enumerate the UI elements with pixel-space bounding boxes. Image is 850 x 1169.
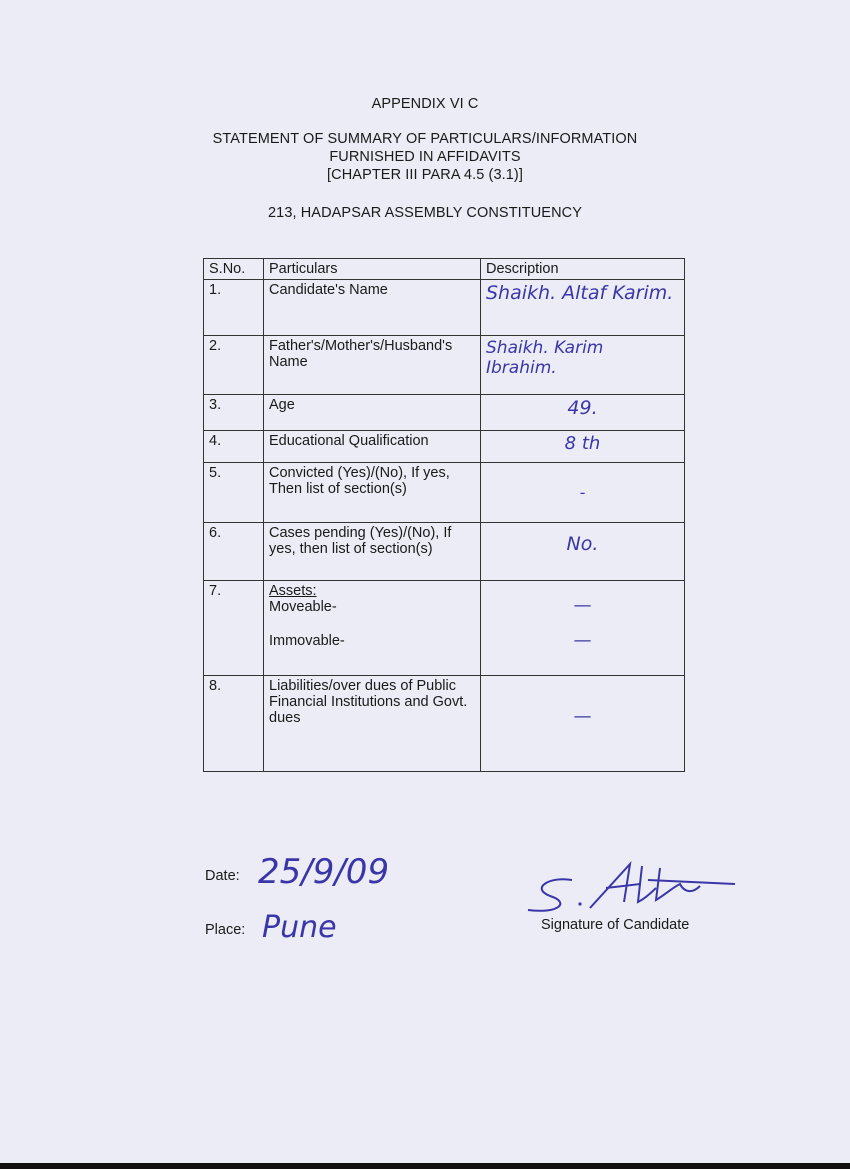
- row-particulars: Cases pending (Yes)/(No), If yes, then list of section(s): [264, 523, 481, 581]
- row-particulars: Educational Qualification: [264, 431, 481, 463]
- row-sno: 3.: [204, 395, 264, 431]
- row-sno: 2.: [204, 336, 264, 395]
- handwritten-cases-pending: No.: [566, 533, 599, 555]
- handwritten-moveable: —: [573, 595, 592, 616]
- row-description: [481, 431, 685, 463]
- handwritten-candidate-name: Shaikh. Altaf Karim.: [486, 282, 674, 304]
- header-particulars: Particulars: [264, 259, 481, 280]
- table-row: [204, 463, 685, 523]
- table-row: [204, 280, 685, 336]
- row-description: [481, 676, 685, 772]
- handwritten-father-name: Shaikh. Karim Ibrahim.: [486, 338, 604, 378]
- immovable-label: Immovable-: [269, 633, 345, 649]
- moveable-label: Moveable-: [269, 599, 337, 615]
- handwritten-age: 49.: [567, 397, 598, 419]
- date-label: Date:: [205, 868, 240, 884]
- row-sno: 4.: [204, 431, 264, 463]
- handwritten-immovable: —: [573, 630, 592, 651]
- handwritten-place: Pune: [262, 910, 337, 945]
- row-particulars: Candidate's Name: [264, 280, 481, 336]
- row-particulars: Father's/Mother's/Husband's Name: [264, 336, 481, 395]
- row-description: [481, 336, 685, 395]
- scan-edge: [0, 1163, 850, 1169]
- table-row: [204, 336, 685, 395]
- row-description: [481, 463, 685, 523]
- table-row: [204, 395, 685, 431]
- row-sno: 8.: [204, 676, 264, 772]
- assets-heading: Assets:: [269, 583, 317, 599]
- statement-title-line1: STATEMENT OF SUMMARY OF PARTICULARS/INFORMATION: [212, 131, 638, 147]
- appendix-title: APPENDIX VI C: [371, 96, 479, 112]
- statement-title-line2: FURNISHED IN AFFIDAVITS: [329, 149, 521, 165]
- table-row: [204, 676, 685, 772]
- row-description: [481, 280, 685, 336]
- row-sno: 5.: [204, 463, 264, 523]
- row-description: [481, 581, 685, 676]
- statement-title-line3: [CHAPTER III PARA 4.5 (3.1)]: [327, 167, 523, 183]
- row-particulars: Age: [264, 395, 481, 431]
- header-description: Description: [481, 259, 685, 280]
- row-particulars: [264, 581, 481, 676]
- row-sno: 7.: [204, 581, 264, 676]
- candidate-signature: [520, 858, 750, 918]
- constituency-title: 213, HADAPSAR ASSEMBLY CONSTITUENCY: [267, 205, 582, 221]
- row-sno: 1.: [204, 280, 264, 336]
- handwritten-convicted: -: [579, 483, 586, 502]
- handwritten-qualification: 8 th: [564, 433, 601, 454]
- header-sno: S.No.: [204, 259, 264, 280]
- signature-label: Signature of Candidate: [541, 917, 690, 933]
- row-particulars: Convicted (Yes)/(No), If yes, Then list of section(s): [264, 463, 481, 523]
- table-row: [204, 523, 685, 581]
- place-label: Place:: [205, 922, 246, 938]
- table-row: [204, 431, 685, 463]
- row-sno: 6.: [204, 523, 264, 581]
- particulars-table: [203, 258, 685, 772]
- row-description: [481, 395, 685, 431]
- handwritten-date: 25/9/09: [258, 852, 390, 892]
- table-header-row: [204, 259, 685, 280]
- row-particulars: Liabilities/over dues of Public Financial Institutions and Govt. dues: [264, 676, 481, 772]
- row-description: [481, 523, 685, 581]
- handwritten-liabilities: —: [573, 706, 592, 727]
- table-row: [204, 581, 685, 676]
